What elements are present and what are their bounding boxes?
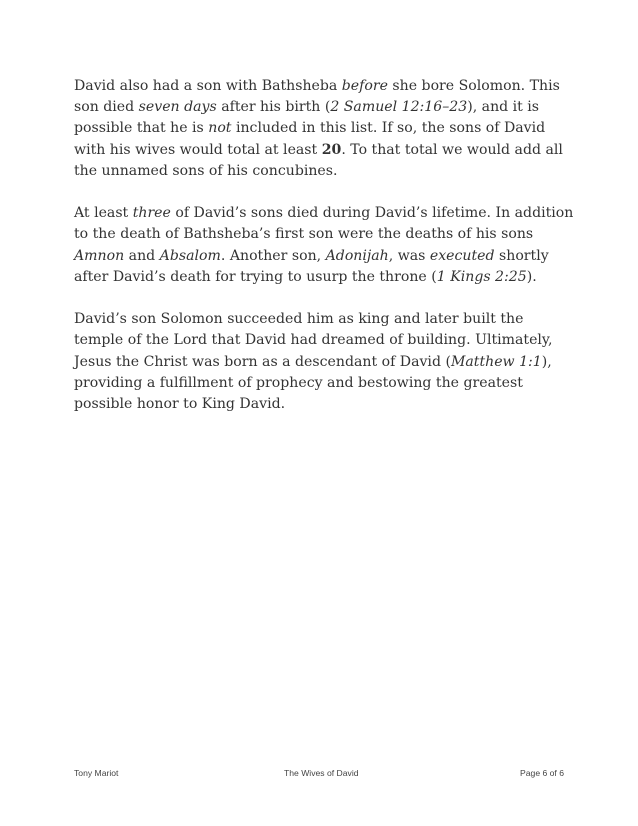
text-run: ), and it is possible that he is (74, 99, 540, 137)
text-run: included in this list. If so, the sons of David with his wives would total at least (74, 120, 546, 158)
document-body (74, 76, 574, 436)
emphasis-text: Absalom (159, 247, 221, 264)
emphasis-text: Matthew 1:1 (450, 353, 542, 370)
emphasis-text: seven days (138, 99, 217, 116)
emphasis-text: executed (429, 247, 495, 264)
text-run: ). (526, 268, 537, 285)
text-run: , was (388, 247, 430, 264)
emphasis-text: 1 Kings 2:25 (436, 268, 527, 285)
emphasis-text: 2 Samuel 12:16–23 (330, 99, 468, 116)
paragraph-bathsheba-son (74, 76, 574, 182)
text-run: . To that total we would add all the unnamed sons of his concubines. (74, 141, 563, 179)
text-run: and (124, 247, 160, 264)
footer-page-number: Page 6 of 6 (520, 768, 564, 778)
text-run: . Another son, (220, 247, 326, 264)
emphasis-text: Adonijah (325, 247, 389, 264)
text-run: she bore Solomon. This son died (74, 78, 560, 116)
text-run: At least (74, 205, 133, 222)
text-run: after his birth ( (216, 99, 331, 116)
text-run: David’s son Solomon succeeded him as king and later built the temple of the Lord that David had dreamed of building. Ultimately, Jesus the Christ was born as a descendant of David ( (74, 311, 553, 370)
page-footer (74, 768, 564, 782)
emphasis-text: before (341, 78, 388, 94)
bold-text: 20 (321, 141, 342, 158)
footer-title: The Wives of David (284, 768, 359, 778)
footer-author: Tony Mariot (74, 768, 119, 778)
emphasis-text: Amnon (74, 247, 125, 264)
text-run: David also had a son with Bathsheba (74, 78, 342, 94)
text-run: shortly after David’s death for trying to usurp the throne ( (74, 247, 549, 285)
text-run: ), providing a fulfillment of prophecy and bestowing the greatest possible honor to King David. (74, 353, 552, 413)
paragraph-sons-died (74, 203, 574, 288)
text-run: of David’s sons died during David’s lifetime. In addition to the death of Bathsheba’s first son were the deaths of his sons (74, 205, 574, 243)
paragraph-solomon (74, 309, 574, 415)
emphasis-text: three (132, 205, 171, 222)
emphasis-text: not (208, 120, 232, 137)
